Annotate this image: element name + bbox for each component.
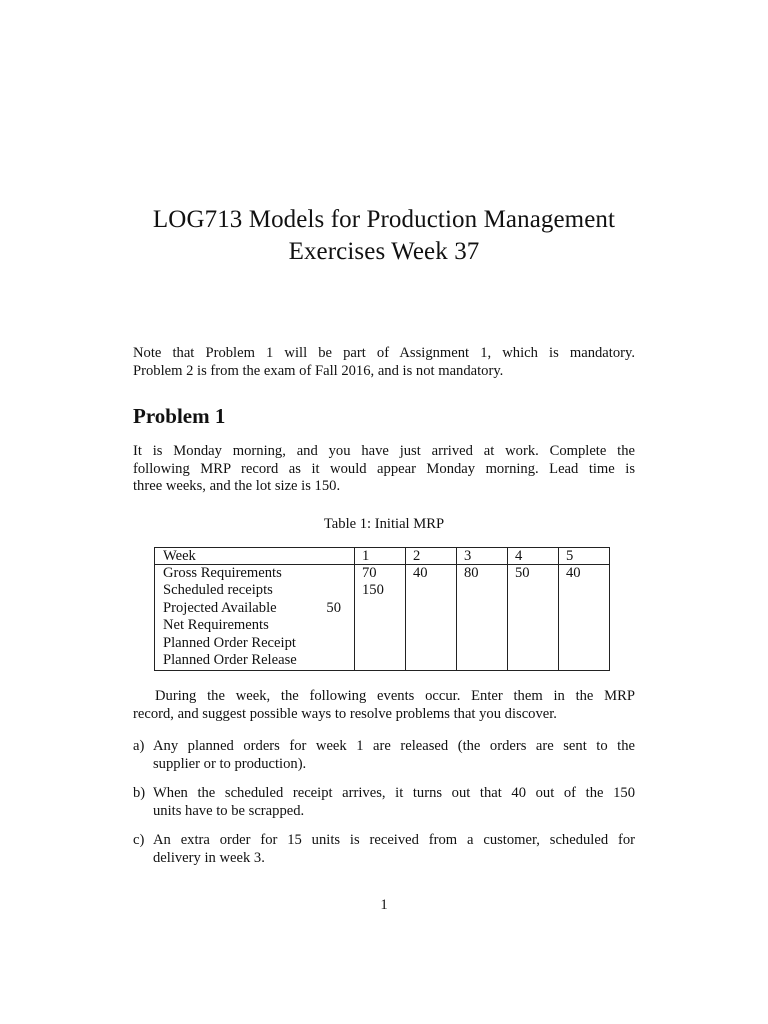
list-item-line: supplier or to production). bbox=[153, 755, 307, 772]
events-line: During the week, the following events occur. Enter them in the MRP bbox=[155, 688, 635, 704]
events-line: record, and suggest possible ways to resolve problems that you discover. bbox=[133, 705, 557, 722]
list-marker: b) bbox=[133, 785, 146, 801]
gross-requirement-week-3: 80 bbox=[464, 565, 479, 581]
list-marker: c) bbox=[133, 832, 145, 848]
gross-requirement-week-1: 70 bbox=[362, 565, 377, 581]
list-marker: a) bbox=[133, 738, 145, 754]
events-intro bbox=[133, 688, 635, 723]
list-item-line: An extra order for 15 units is received from a customer, scheduled for bbox=[153, 832, 635, 848]
scheduled-receipt-week-1: 150 bbox=[362, 582, 384, 599]
header-week-label: Week bbox=[155, 548, 355, 565]
week-4-column bbox=[508, 565, 559, 671]
problem-1-intro bbox=[133, 443, 635, 496]
table-body-row bbox=[155, 565, 610, 671]
list-item-line: When the scheduled receipt arrives, it turns out that 40 out of the 150 bbox=[153, 785, 635, 801]
projected-available-initial: 50 bbox=[326, 599, 341, 616]
row-label-scheduled-receipts: Scheduled receipts bbox=[163, 582, 273, 599]
table-caption: Table 1: Initial MRP bbox=[323, 516, 445, 532]
assignment-note bbox=[133, 345, 635, 380]
gross-requirement-week-2: 40 bbox=[413, 565, 428, 581]
row-label-net-requirements: Net Requirements bbox=[163, 617, 269, 634]
list-item-a bbox=[133, 738, 635, 773]
list-item-c bbox=[133, 832, 635, 867]
table-header-row bbox=[155, 548, 610, 565]
intro-line: following MRP record as it would appear Monday morning. Lead time is bbox=[133, 460, 635, 477]
week-2-column bbox=[406, 565, 457, 671]
mrp-table bbox=[154, 547, 610, 671]
list-item-b bbox=[133, 785, 635, 820]
header-week-4: 4 bbox=[508, 548, 559, 565]
gross-requirement-week-5: 40 bbox=[566, 565, 581, 581]
header-week-2: 2 bbox=[406, 548, 457, 565]
list-item-body bbox=[153, 832, 635, 867]
list-item-line: units have to be scrapped. bbox=[153, 802, 305, 819]
week-1-column bbox=[355, 565, 406, 671]
document-title bbox=[0, 204, 768, 268]
note-line: Note that Problem 1 will be part of Assignment 1, which is mandatory. bbox=[133, 345, 635, 361]
row-projected-available bbox=[163, 600, 354, 617]
problem-1-heading: Problem 1 bbox=[133, 404, 226, 428]
gross-requirement-week-4: 50 bbox=[515, 565, 530, 581]
list-item-body bbox=[153, 738, 635, 773]
row-label-projected-available: Projected Available bbox=[163, 599, 277, 616]
row-label-planned-order-receipt: Planned Order Receipt bbox=[163, 634, 296, 651]
list-item-line: Any planned orders for week 1 are released (the orders are sent to the bbox=[153, 738, 635, 754]
header-week-1: 1 bbox=[355, 548, 406, 565]
title-line-exercises: Exercises Week 37 bbox=[288, 238, 480, 265]
title-line-course: LOG713 Models for Production Management bbox=[152, 206, 616, 233]
row-labels-cell bbox=[155, 565, 355, 671]
note-line: Problem 2 is from the exam of Fall 2016, and is not mandatory. bbox=[133, 362, 504, 379]
list-item-line: delivery in week 3. bbox=[153, 849, 265, 866]
page-number: 1 bbox=[380, 897, 388, 913]
row-label-gross-requirements: Gross Requirements bbox=[163, 565, 282, 581]
list-item-body bbox=[153, 785, 635, 820]
header-week-3: 3 bbox=[457, 548, 508, 565]
header-week-5: 5 bbox=[559, 548, 610, 565]
intro-line: three weeks, and the lot size is 150. bbox=[133, 478, 341, 494]
week-3-column bbox=[457, 565, 508, 671]
week-5-column bbox=[559, 565, 610, 671]
intro-line: It is Monday morning, and you have just arrived at work. Complete the bbox=[133, 443, 635, 459]
row-label-planned-order-release: Planned Order Release bbox=[163, 652, 297, 669]
